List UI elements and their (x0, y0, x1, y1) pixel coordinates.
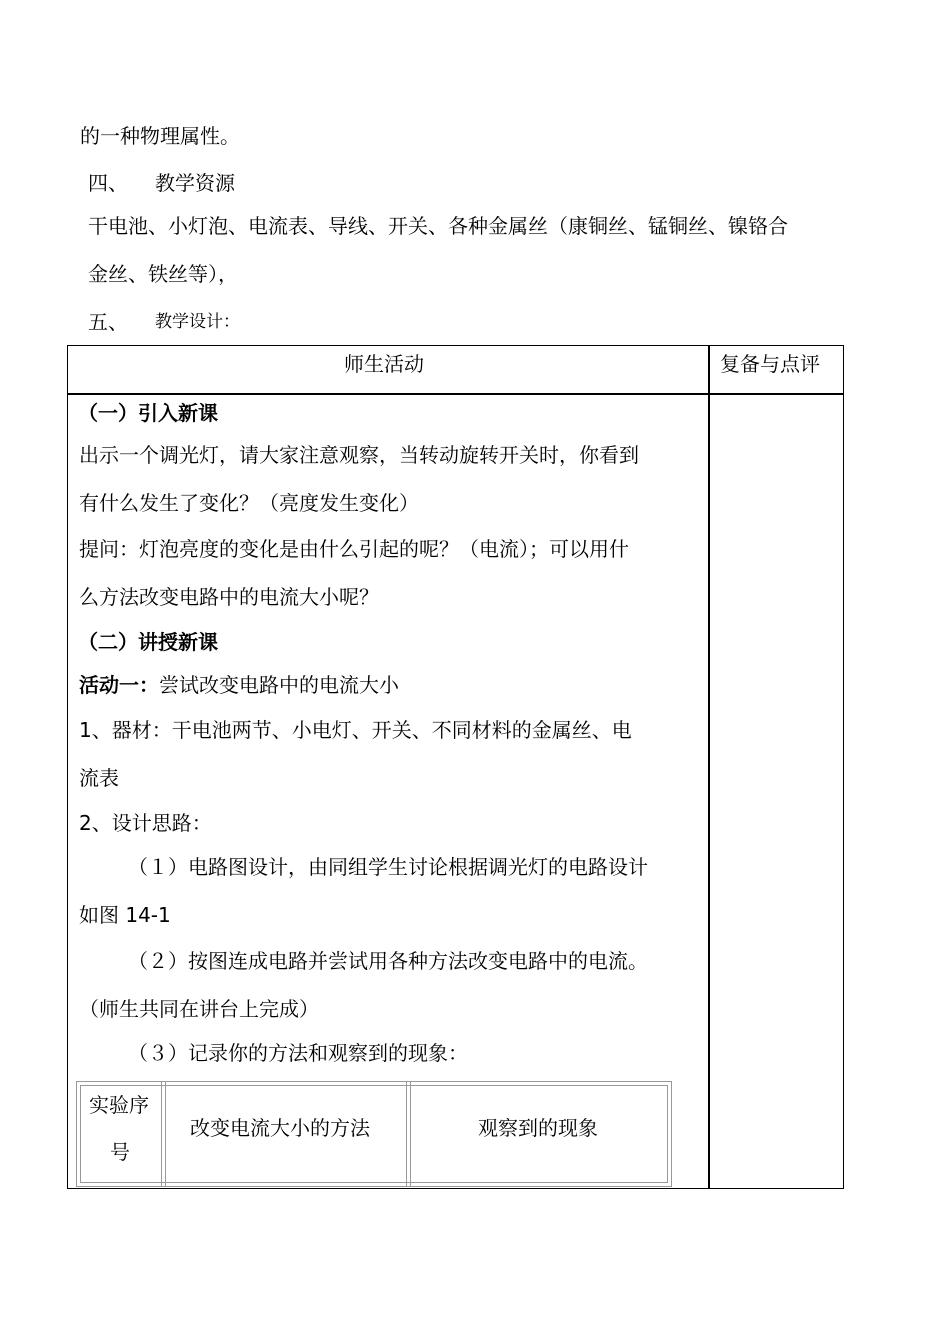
resources-line-2: 金丝、铁丝等）， (88, 262, 238, 286)
table-header-divider (67, 393, 844, 395)
step-2-line-1: （２）按图连成电路并尝试用各种方法改变电路中的电流。 (128, 949, 648, 973)
results-header-observation: 观察到的现象 (478, 1116, 598, 1140)
resources-line-1: 干电池、小灯泡、电流表、导线、开关、各种金属丝（康铜丝、锰铜丝、镍铬合 (88, 214, 788, 238)
results-header-method: 改变电流大小的方法 (190, 1116, 370, 1140)
activity-label: 活动一： (79, 673, 159, 697)
section-4-title: 教学资源 (155, 171, 235, 195)
activity-heading (79, 673, 399, 697)
paragraph-1-line-2: 有什么发生了变化？（亮度发生变化） (79, 491, 419, 515)
table-column-divider (708, 345, 710, 1189)
section-5-title: 教学设计： (155, 312, 240, 332)
step-3: （３）记录你的方法和观察到的现象： (128, 1041, 468, 1065)
paragraph-2-line-2: 么方法改变电路中的电流大小呢？ (79, 585, 379, 609)
activity-title: 尝试改变电路中的电流大小 (159, 673, 399, 697)
intro-line: 的一种物理属性。 (80, 124, 240, 148)
results-table-divider-2 (406, 1081, 411, 1187)
paragraph-1-line-1: 出示一个调光灯，请大家注意观察，当转动旋转开关时，你看到 (79, 443, 639, 467)
header-activities: 师生活动 (344, 352, 424, 376)
section-4-number: 四、 (88, 171, 128, 195)
results-header-number-line-2: 号 (110, 1140, 130, 1164)
paragraph-2-line-1: 提问：灯泡亮度的变化是由什么引起的呢？（电流）；可以用什 (79, 537, 629, 561)
item-1-line-2: 流表 (79, 766, 119, 790)
part-2-title: （二）讲授新课 (78, 630, 218, 654)
item-2: 2、设计思路： (79, 811, 212, 835)
section-5-number: 五、 (88, 310, 128, 334)
step-1-line-1: （１）电路图设计，由同组学生讨论根据调光灯的电路设计 (128, 855, 648, 879)
item-1-line-1: 1、器材：干电池两节、小电灯、开关、不同材料的金属丝、电 (79, 718, 632, 742)
step-1-line-2: 如图 14-1 (79, 903, 171, 927)
results-table-divider-1 (161, 1081, 166, 1187)
header-review: 复备与点评 (720, 352, 820, 376)
part-1-title: （一）引入新课 (78, 401, 218, 425)
results-header-number-line-1: 实验序 (89, 1093, 149, 1117)
step-2-line-2: （师生共同在讲台上完成） (79, 997, 319, 1021)
